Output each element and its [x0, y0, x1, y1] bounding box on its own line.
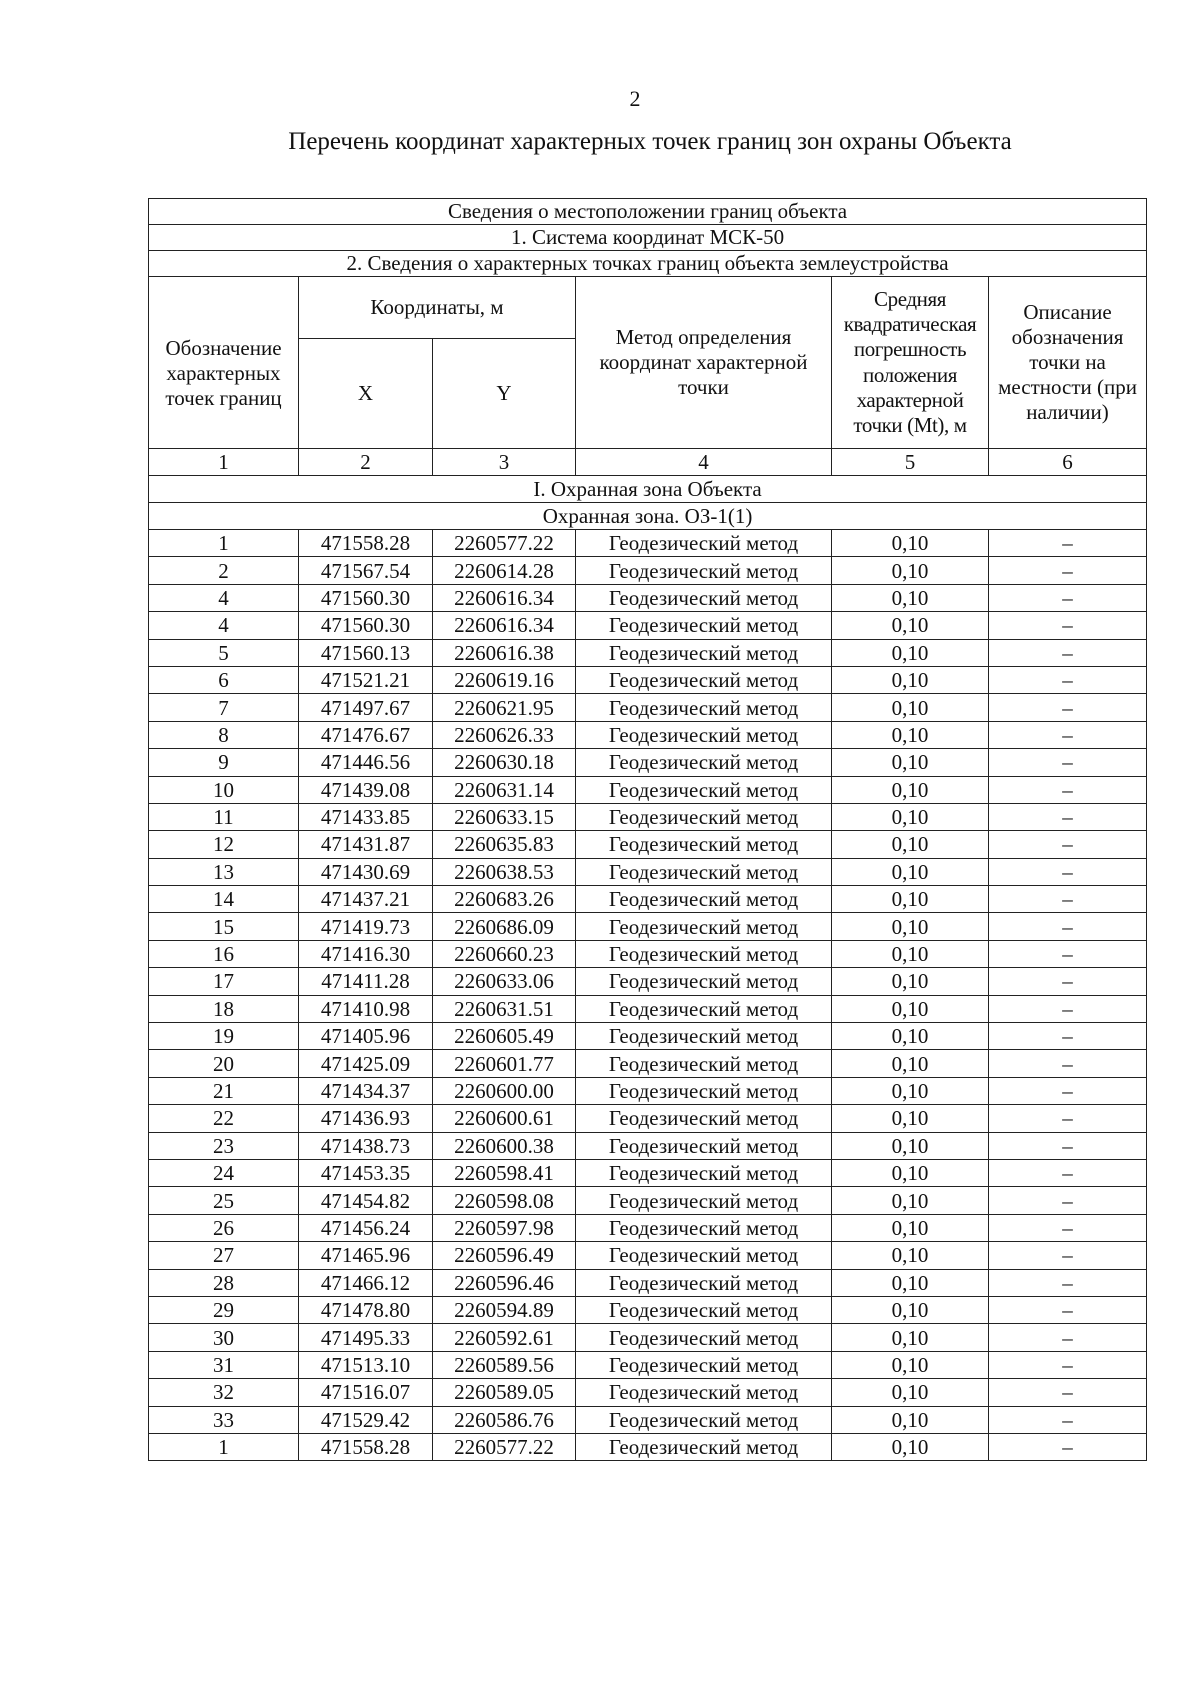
point-number-cell: 9	[149, 749, 299, 776]
description-cell: –	[989, 995, 1147, 1022]
table-row	[149, 1023, 1147, 1050]
method-cell: Геодезический метод	[576, 1351, 832, 1378]
table-row	[149, 1406, 1147, 1433]
column-number: 6	[989, 449, 1147, 476]
point-number-cell: 1	[149, 1433, 299, 1460]
document-title: Перечень координат характерных точек границ зон охраны Объекта	[288, 128, 1012, 155]
point-number-cell: 6	[149, 666, 299, 693]
method-cell: Геодезический метод	[576, 1269, 832, 1296]
y-coordinate-cell: 2260600.00	[433, 1077, 576, 1104]
point-number-cell: 5	[149, 639, 299, 666]
point-number-cell: 23	[149, 1132, 299, 1159]
y-coordinate-cell: 2260660.23	[433, 940, 576, 967]
method-cell: Геодезический метод	[576, 803, 832, 830]
point-number-cell: 18	[149, 995, 299, 1022]
x-coordinate-cell: 471466.12	[299, 1269, 433, 1296]
point-number-cell: 17	[149, 968, 299, 995]
description-cell: –	[989, 858, 1147, 885]
error-cell: 0,10	[832, 1379, 989, 1406]
y-coordinate-cell: 2260589.56	[433, 1351, 576, 1378]
table-row	[149, 968, 1147, 995]
description-cell: –	[989, 721, 1147, 748]
error-cell: 0,10	[832, 666, 989, 693]
description-cell: –	[989, 1269, 1147, 1296]
y-coordinate-cell: 2260600.61	[433, 1105, 576, 1132]
method-cell: Геодезический метод	[576, 1324, 832, 1351]
x-coordinate-cell: 471516.07	[299, 1379, 433, 1406]
description-cell: –	[989, 803, 1147, 830]
error-cell: 0,10	[832, 694, 989, 721]
method-cell: Геодезический метод	[576, 1159, 832, 1186]
error-cell: 0,10	[832, 1406, 989, 1433]
description-cell: –	[989, 639, 1147, 666]
error-cell: 0,10	[832, 1050, 989, 1077]
error-cell: 0,10	[832, 639, 989, 666]
description-cell: –	[989, 584, 1147, 611]
table-row	[149, 1132, 1147, 1159]
point-number-cell: 27	[149, 1242, 299, 1269]
description-cell: –	[989, 1132, 1147, 1159]
method-cell: Геодезический метод	[576, 1296, 832, 1323]
table-row	[149, 1379, 1147, 1406]
point-number-cell: 2	[149, 557, 299, 584]
y-coordinate-cell: 2260633.06	[433, 968, 576, 995]
table-row	[149, 1050, 1147, 1077]
x-coordinate-cell: 471431.87	[299, 831, 433, 858]
y-coordinate-cell: 2260616.34	[433, 612, 576, 639]
description-cell: –	[989, 776, 1147, 803]
description-cell: –	[989, 612, 1147, 639]
error-cell: 0,10	[832, 913, 989, 940]
column-number: 5	[832, 449, 989, 476]
x-coordinate-cell: 471411.28	[299, 968, 433, 995]
description-cell: –	[989, 968, 1147, 995]
y-coordinate-cell: 2260631.51	[433, 995, 576, 1022]
point-number-cell: 7	[149, 694, 299, 721]
error-cell: 0,10	[832, 831, 989, 858]
y-coordinate-cell: 2260577.22	[433, 530, 576, 557]
y-coordinate-cell: 2260601.77	[433, 1050, 576, 1077]
table-row	[149, 1159, 1147, 1186]
point-number-cell: 13	[149, 858, 299, 885]
y-coordinate-cell: 2260630.18	[433, 749, 576, 776]
x-coordinate-cell: 471430.69	[299, 858, 433, 885]
x-coordinate-cell: 471456.24	[299, 1214, 433, 1241]
method-cell: Геодезический метод	[576, 1132, 832, 1159]
y-coordinate-cell: 2260631.14	[433, 776, 576, 803]
point-number-cell: 25	[149, 1187, 299, 1214]
y-coordinate-cell: 2260616.34	[433, 584, 576, 611]
point-number-cell: 32	[149, 1379, 299, 1406]
column-number: 3	[433, 449, 576, 476]
y-coordinate-cell: 2260619.16	[433, 666, 576, 693]
error-cell: 0,10	[832, 1351, 989, 1378]
method-cell: Геодезический метод	[576, 858, 832, 885]
method-cell: Геодезический метод	[576, 940, 832, 967]
x-coordinate-cell: 471529.42	[299, 1406, 433, 1433]
method-cell: Геодезический метод	[576, 1105, 832, 1132]
description-cell: –	[989, 1159, 1147, 1186]
description-cell: –	[989, 1214, 1147, 1241]
description-cell: –	[989, 1023, 1147, 1050]
method-cell: Геодезический метод	[576, 776, 832, 803]
y-coordinate-cell: 2260598.08	[433, 1187, 576, 1214]
method-cell: Геодезический метод	[576, 612, 832, 639]
x-coordinate-cell: 471405.96	[299, 1023, 433, 1050]
error-cell: 0,10	[832, 886, 989, 913]
point-number-cell: 21	[149, 1077, 299, 1104]
error-cell: 0,10	[832, 1105, 989, 1132]
coordinates-table	[148, 198, 1147, 1461]
method-cell: Геодезический метод	[576, 995, 832, 1022]
error-cell: 0,10	[832, 530, 989, 557]
header-point-designation: Обозначение характерных точек границ	[149, 277, 299, 449]
point-number-cell: 33	[149, 1406, 299, 1433]
banner-coordinate-system: 1. Система координат МСК-50	[149, 225, 1147, 251]
point-number-cell: 28	[149, 1269, 299, 1296]
table-row	[149, 940, 1147, 967]
x-coordinate-cell: 471446.56	[299, 749, 433, 776]
subsection-title: Охранная зона. ОЗ-1(1)	[149, 503, 1147, 530]
table-row	[149, 1214, 1147, 1241]
method-cell: Геодезический метод	[576, 530, 832, 557]
header-coordinates: Координаты, м	[299, 277, 576, 339]
table-row	[149, 694, 1147, 721]
description-cell: –	[989, 557, 1147, 584]
error-cell: 0,10	[832, 1159, 989, 1186]
x-coordinate-cell: 471478.80	[299, 1296, 433, 1323]
y-coordinate-cell: 2260594.89	[433, 1296, 576, 1323]
header-description: Описание обозначения точки на местности (при наличии)	[989, 277, 1147, 449]
x-coordinate-cell: 471558.28	[299, 530, 433, 557]
y-coordinate-cell: 2260614.28	[433, 557, 576, 584]
description-cell: –	[989, 1351, 1147, 1378]
header-error: Средняя квадратическая погрешность положения характерной точки (Mt), м	[832, 277, 989, 449]
y-coordinate-cell: 2260616.38	[433, 639, 576, 666]
description-cell: –	[989, 1324, 1147, 1351]
y-coordinate-cell: 2260596.49	[433, 1242, 576, 1269]
y-coordinate-cell: 2260686.09	[433, 913, 576, 940]
x-coordinate-cell: 471425.09	[299, 1050, 433, 1077]
method-cell: Геодезический метод	[576, 886, 832, 913]
x-coordinate-cell: 471439.08	[299, 776, 433, 803]
y-coordinate-cell: 2260586.76	[433, 1406, 576, 1433]
description-cell: –	[989, 1242, 1147, 1269]
description-cell: –	[989, 1433, 1147, 1460]
point-number-cell: 14	[149, 886, 299, 913]
error-cell: 0,10	[832, 557, 989, 584]
x-coordinate-cell: 471454.82	[299, 1187, 433, 1214]
method-cell: Геодезический метод	[576, 666, 832, 693]
error-cell: 0,10	[832, 584, 989, 611]
table-row	[149, 1242, 1147, 1269]
point-number-cell: 30	[149, 1324, 299, 1351]
table-row	[149, 612, 1147, 639]
x-coordinate-cell: 471436.93	[299, 1105, 433, 1132]
method-cell: Геодезический метод	[576, 584, 832, 611]
table-row	[149, 1296, 1147, 1323]
header-row	[149, 277, 1147, 339]
table-row	[149, 639, 1147, 666]
column-number: 1	[149, 449, 299, 476]
x-coordinate-cell: 471465.96	[299, 1242, 433, 1269]
table-row	[149, 721, 1147, 748]
table-row	[149, 666, 1147, 693]
method-cell: Геодезический метод	[576, 557, 832, 584]
point-number-cell: 4	[149, 584, 299, 611]
table-row	[149, 858, 1147, 885]
x-coordinate-cell: 471419.73	[299, 913, 433, 940]
x-coordinate-cell: 471567.54	[299, 557, 433, 584]
page-number: 2	[629, 86, 641, 111]
point-number-cell: 26	[149, 1214, 299, 1241]
description-cell: –	[989, 886, 1147, 913]
point-number-cell: 11	[149, 803, 299, 830]
table-row	[149, 749, 1147, 776]
coordinates-table-body	[149, 199, 1147, 1461]
method-cell: Геодезический метод	[576, 749, 832, 776]
point-number-cell: 8	[149, 721, 299, 748]
point-number-cell: 19	[149, 1023, 299, 1050]
y-coordinate-cell: 2260633.15	[433, 803, 576, 830]
error-cell: 0,10	[832, 776, 989, 803]
description-cell: –	[989, 940, 1147, 967]
x-coordinate-cell: 471560.13	[299, 639, 433, 666]
description-cell: –	[989, 1379, 1147, 1406]
header-method: Метод определения координат характерной точки	[576, 277, 832, 449]
error-cell: 0,10	[832, 1077, 989, 1104]
method-cell: Геодезический метод	[576, 1077, 832, 1104]
x-coordinate-cell: 471434.37	[299, 1077, 433, 1104]
x-coordinate-cell: 471476.67	[299, 721, 433, 748]
error-cell: 0,10	[832, 1187, 989, 1214]
error-cell: 0,10	[832, 612, 989, 639]
method-cell: Геодезический метод	[576, 1023, 832, 1050]
description-cell: –	[989, 1077, 1147, 1104]
error-cell: 0,10	[832, 940, 989, 967]
y-coordinate-cell: 2260621.95	[433, 694, 576, 721]
x-coordinate-cell: 471437.21	[299, 886, 433, 913]
method-cell: Геодезический метод	[576, 913, 832, 940]
banner-location-info: Сведения о местоположении границ объекта	[149, 199, 1147, 225]
point-number-cell: 20	[149, 1050, 299, 1077]
error-cell: 0,10	[832, 1242, 989, 1269]
description-cell: –	[989, 1187, 1147, 1214]
y-coordinate-cell: 2260683.26	[433, 886, 576, 913]
description-cell: –	[989, 1296, 1147, 1323]
table-row	[149, 557, 1147, 584]
x-coordinate-cell: 471521.21	[299, 666, 433, 693]
banner-row	[149, 225, 1147, 251]
description-cell: –	[989, 913, 1147, 940]
column-numbers-row	[149, 449, 1147, 476]
x-coordinate-cell: 471560.30	[299, 584, 433, 611]
table-row	[149, 584, 1147, 611]
description-cell: –	[989, 1105, 1147, 1132]
error-cell: 0,10	[832, 803, 989, 830]
description-cell: –	[989, 666, 1147, 693]
section-row	[149, 476, 1147, 503]
description-cell: –	[989, 530, 1147, 557]
y-coordinate-cell: 2260638.53	[433, 858, 576, 885]
method-cell: Геодезический метод	[576, 1214, 832, 1241]
y-coordinate-cell: 2260577.22	[433, 1433, 576, 1460]
method-cell: Геодезический метод	[576, 1433, 832, 1460]
y-coordinate-cell: 2260597.98	[433, 1214, 576, 1241]
x-coordinate-cell: 471410.98	[299, 995, 433, 1022]
x-coordinate-cell: 471558.28	[299, 1433, 433, 1460]
error-cell: 0,10	[832, 721, 989, 748]
table-row	[149, 831, 1147, 858]
y-coordinate-cell: 2260598.41	[433, 1159, 576, 1186]
table-row	[149, 1187, 1147, 1214]
point-number-cell: 15	[149, 913, 299, 940]
y-coordinate-cell: 2260600.38	[433, 1132, 576, 1159]
error-cell: 0,10	[832, 968, 989, 995]
column-number: 4	[576, 449, 832, 476]
description-cell: –	[989, 1050, 1147, 1077]
error-cell: 0,10	[832, 1214, 989, 1241]
error-cell: 0,10	[832, 995, 989, 1022]
x-coordinate-cell: 471416.30	[299, 940, 433, 967]
x-coordinate-cell: 471433.85	[299, 803, 433, 830]
y-coordinate-cell: 2260592.61	[433, 1324, 576, 1351]
table-row	[149, 1433, 1147, 1460]
method-cell: Геодезический метод	[576, 1379, 832, 1406]
error-cell: 0,10	[832, 1296, 989, 1323]
error-cell: 0,10	[832, 1132, 989, 1159]
banner-points-info: 2. Сведения о характерных точках границ объекта землеустройства	[149, 251, 1147, 277]
point-number-cell: 31	[149, 1351, 299, 1378]
method-cell: Геодезический метод	[576, 1187, 832, 1214]
error-cell: 0,10	[832, 749, 989, 776]
description-cell: –	[989, 1406, 1147, 1433]
table-row	[149, 1351, 1147, 1378]
description-cell: –	[989, 831, 1147, 858]
point-number-cell: 10	[149, 776, 299, 803]
banner-row	[149, 199, 1147, 225]
method-cell: Геодезический метод	[576, 1050, 832, 1077]
section-title: I. Охранная зона Объекта	[149, 476, 1147, 503]
error-cell: 0,10	[832, 1433, 989, 1460]
y-coordinate-cell: 2260605.49	[433, 1023, 576, 1050]
x-coordinate-cell: 471513.10	[299, 1351, 433, 1378]
table-row	[149, 1324, 1147, 1351]
y-coordinate-cell: 2260626.33	[433, 721, 576, 748]
banner-row	[149, 251, 1147, 277]
x-coordinate-cell: 471453.35	[299, 1159, 433, 1186]
column-number: 2	[299, 449, 433, 476]
method-cell: Геодезический метод	[576, 639, 832, 666]
point-number-cell: 12	[149, 831, 299, 858]
x-coordinate-cell: 471438.73	[299, 1132, 433, 1159]
method-cell: Геодезический метод	[576, 694, 832, 721]
table-row	[149, 995, 1147, 1022]
method-cell: Геодезический метод	[576, 1406, 832, 1433]
method-cell: Геодезический метод	[576, 1242, 832, 1269]
table-row	[149, 530, 1147, 557]
table-row	[149, 913, 1147, 940]
table-row	[149, 1269, 1147, 1296]
table-row	[149, 1077, 1147, 1104]
table-row	[149, 776, 1147, 803]
point-number-cell: 4	[149, 612, 299, 639]
point-number-cell: 1	[149, 530, 299, 557]
point-number-cell: 22	[149, 1105, 299, 1132]
x-coordinate-cell: 471495.33	[299, 1324, 433, 1351]
header-y: Y	[433, 339, 576, 449]
y-coordinate-cell: 2260635.83	[433, 831, 576, 858]
x-coordinate-cell: 471560.30	[299, 612, 433, 639]
description-cell: –	[989, 694, 1147, 721]
error-cell: 0,10	[832, 858, 989, 885]
subsection-row	[149, 503, 1147, 530]
table-row	[149, 886, 1147, 913]
method-cell: Геодезический метод	[576, 721, 832, 748]
error-cell: 0,10	[832, 1269, 989, 1296]
error-cell: 0,10	[832, 1324, 989, 1351]
point-number-cell: 29	[149, 1296, 299, 1323]
error-cell: 0,10	[832, 1023, 989, 1050]
x-coordinate-cell: 471497.67	[299, 694, 433, 721]
y-coordinate-cell: 2260596.46	[433, 1269, 576, 1296]
description-cell: –	[989, 749, 1147, 776]
method-cell: Геодезический метод	[576, 968, 832, 995]
method-cell: Геодезический метод	[576, 831, 832, 858]
table-row	[149, 803, 1147, 830]
table-row	[149, 1105, 1147, 1132]
header-x: X	[299, 339, 433, 449]
y-coordinate-cell: 2260589.05	[433, 1379, 576, 1406]
point-number-cell: 16	[149, 940, 299, 967]
point-number-cell: 24	[149, 1159, 299, 1186]
